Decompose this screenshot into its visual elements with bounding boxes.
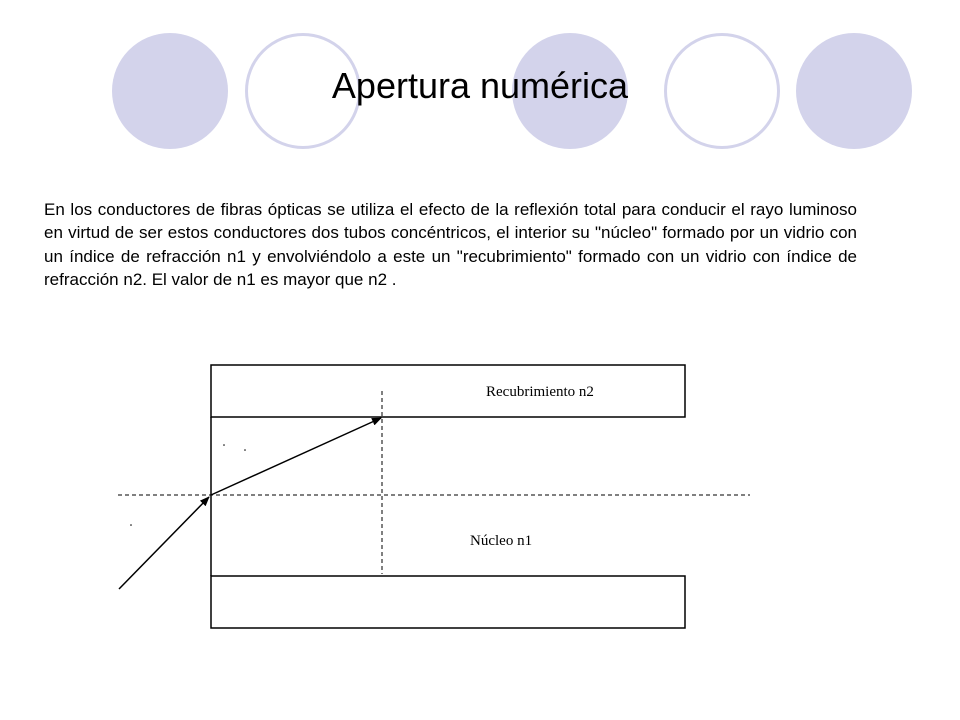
cladding-top-layer [211, 365, 685, 417]
cladding-bottom-layer [211, 576, 685, 628]
refracted-ray [211, 418, 381, 495]
slide-title: Apertura numérica [331, 65, 629, 106]
mark-dot-2 [244, 449, 246, 451]
cladding-label: Recubrimiento n2 [486, 384, 594, 400]
mark-dot-3 [130, 524, 132, 526]
incident-ray [119, 497, 209, 589]
mark-dot-1 [223, 444, 225, 446]
body-paragraph: En los conductores de fibras ópticas se utiliza el efecto de la reflexión total para conducir el rayo luminoso en virtud de ser estos conductores dos tubos concéntricos, el interior su "núcleo" formado por un vidrio con un índice de refracción n1 y envolviéndolo a este un "recubrimiento" formado con un vidrio con índice de refracción n2. El valor de n1 es mayor que n2 . [44, 200, 857, 289]
core-label: Núcleo n1 [470, 533, 533, 549]
